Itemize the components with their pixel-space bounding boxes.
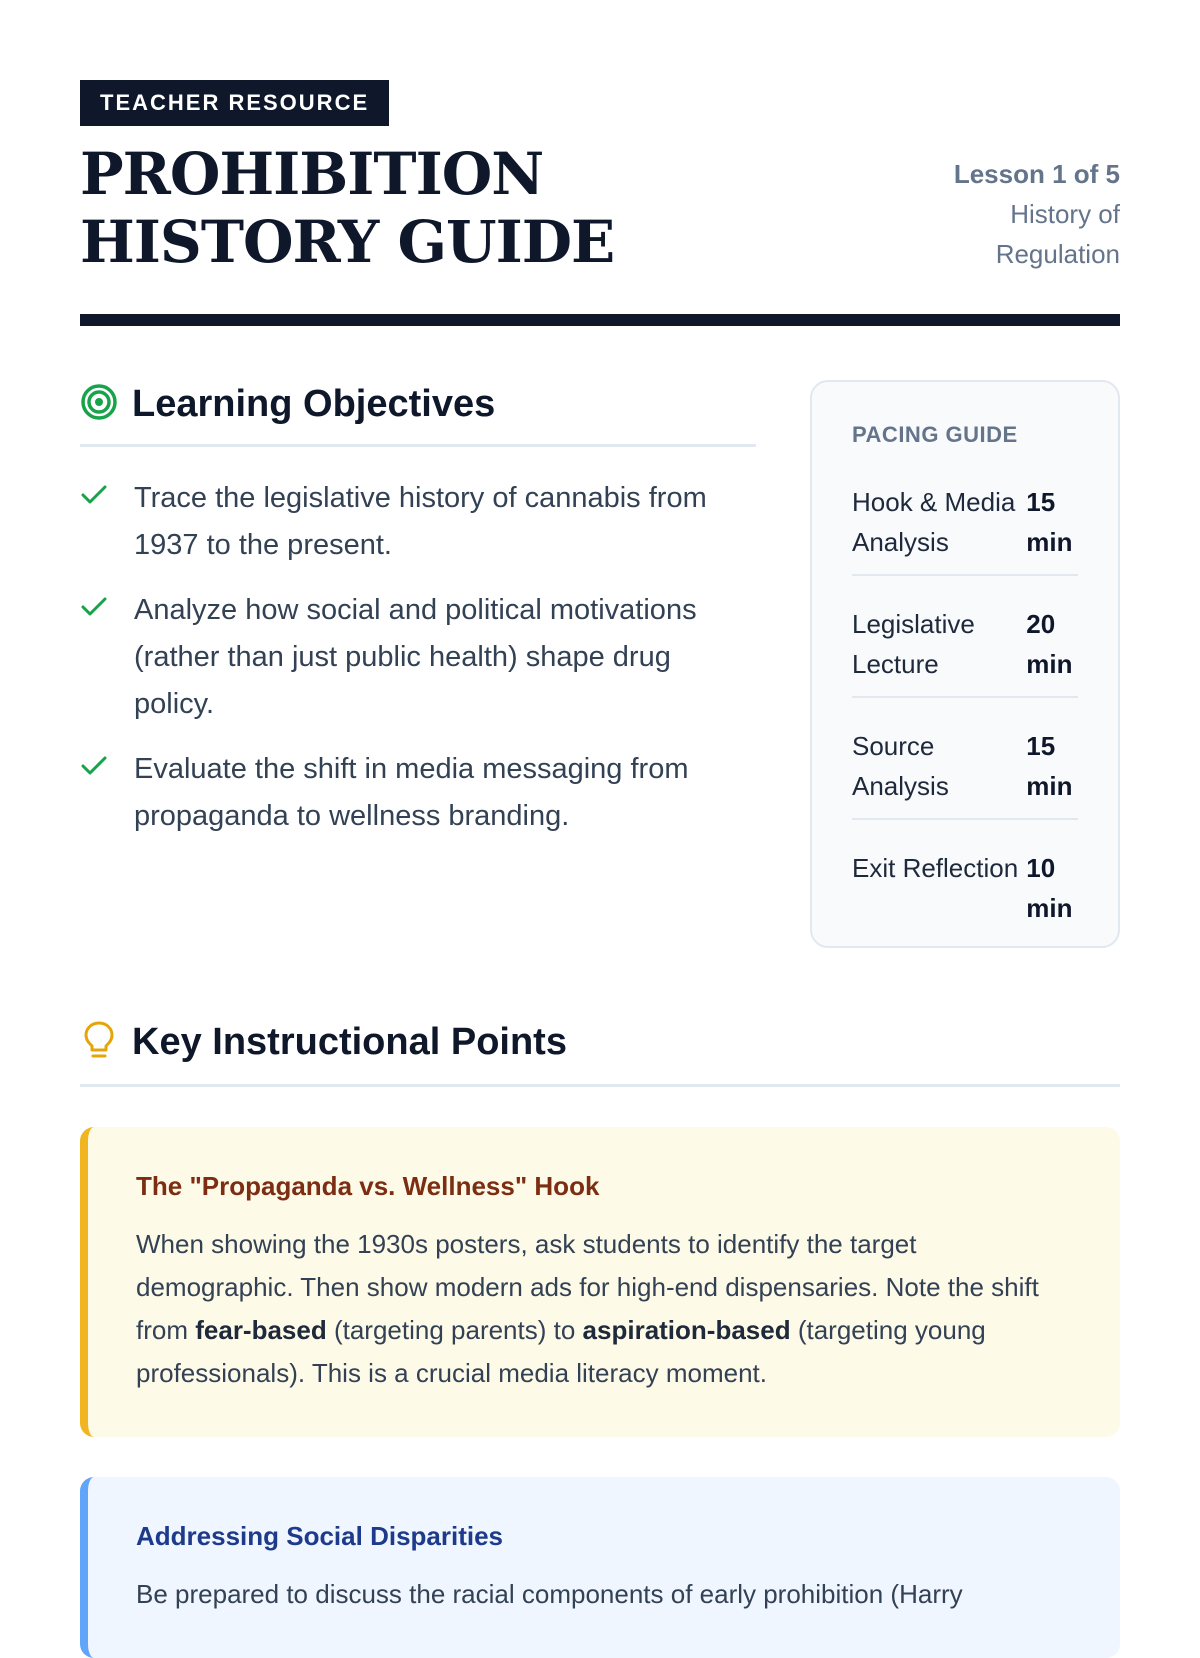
list-item: [80, 746, 756, 840]
resource-badge: TEACHER RESOURCE: [80, 80, 389, 126]
pacing-duration: 15 min: [1026, 487, 1073, 557]
note-body: [136, 1223, 1076, 1395]
lesson-meta: [954, 154, 1120, 274]
pacing-row: [852, 594, 1078, 698]
note-text: When showing the 1930s posters, ask students to identify the target demographic. Then show modern ads for high-end dispensaries. Note the shift from: [136, 1229, 1039, 1345]
pacing-activity: Source Analysis: [852, 731, 949, 801]
key-points-section: [80, 1018, 1120, 1658]
pacing-row: [852, 716, 1078, 820]
lesson-subtitle: History of Regulation: [995, 199, 1120, 269]
note-text: (targeting young professionals). This is a crucial media literacy moment.: [136, 1315, 986, 1388]
pacing-duration: 10 min: [1026, 853, 1073, 923]
key-points-header: [80, 1018, 1120, 1087]
objectives-list: [80, 475, 756, 840]
note-emphasis: aspiration-based: [582, 1315, 791, 1345]
pacing-activity: Legislative Lecture: [852, 609, 975, 679]
note-title: Addressing Social Disparities: [136, 1521, 504, 1551]
note-text: (targeting parents) to: [326, 1315, 583, 1345]
objectives-header: [80, 380, 756, 447]
objective-text: Analyze how social and political motivations (rather than just public health) shape drug policy.: [134, 594, 697, 720]
key-points-heading: Key Instructional Points: [132, 1021, 567, 1063]
note-body: [136, 1573, 1076, 1616]
note-emphasis: fear-based: [195, 1315, 327, 1345]
objective-text: Trace the legislative history of cannabis from 1937 to the present.: [134, 482, 707, 561]
pacing-row: [852, 838, 1078, 940]
list-item: [80, 587, 756, 728]
header-divider: [80, 314, 1120, 326]
lesson-number: Lesson 1 of 5: [953, 159, 1120, 189]
objective-text: Evaluate the shift in media messaging from propaganda to wellness branding.: [134, 753, 689, 832]
target-icon: [80, 383, 118, 426]
pacing-activity: Hook & Media Analysis: [852, 487, 1016, 557]
pacing-guide-title: PACING GUIDE: [852, 422, 1018, 447]
list-item: [80, 475, 756, 569]
note-text: Be prepared to discuss the racial components of early prohibition (Harry: [136, 1579, 963, 1609]
check-icon: [80, 587, 108, 728]
pacing-duration: 15 min: [1026, 731, 1073, 801]
pacing-guide-card: [810, 380, 1120, 948]
propaganda-hook-note: [80, 1127, 1120, 1437]
learning-objectives-section: [80, 380, 756, 858]
page-title: PROHIBITION HISTORY GUIDE: [80, 140, 615, 276]
pacing-row: [852, 472, 1078, 576]
pacing-activity: Exit Reflection: [852, 853, 1019, 883]
check-icon: [80, 475, 108, 569]
social-disparities-note: [80, 1477, 1120, 1658]
check-icon: [80, 746, 108, 840]
objectives-heading: Learning Objectives: [132, 383, 496, 425]
note-title: The "Propaganda vs. Wellness" Hook: [136, 1171, 600, 1201]
pacing-duration: 20 min: [1026, 609, 1073, 679]
lightbulb-icon: [80, 1020, 118, 1065]
